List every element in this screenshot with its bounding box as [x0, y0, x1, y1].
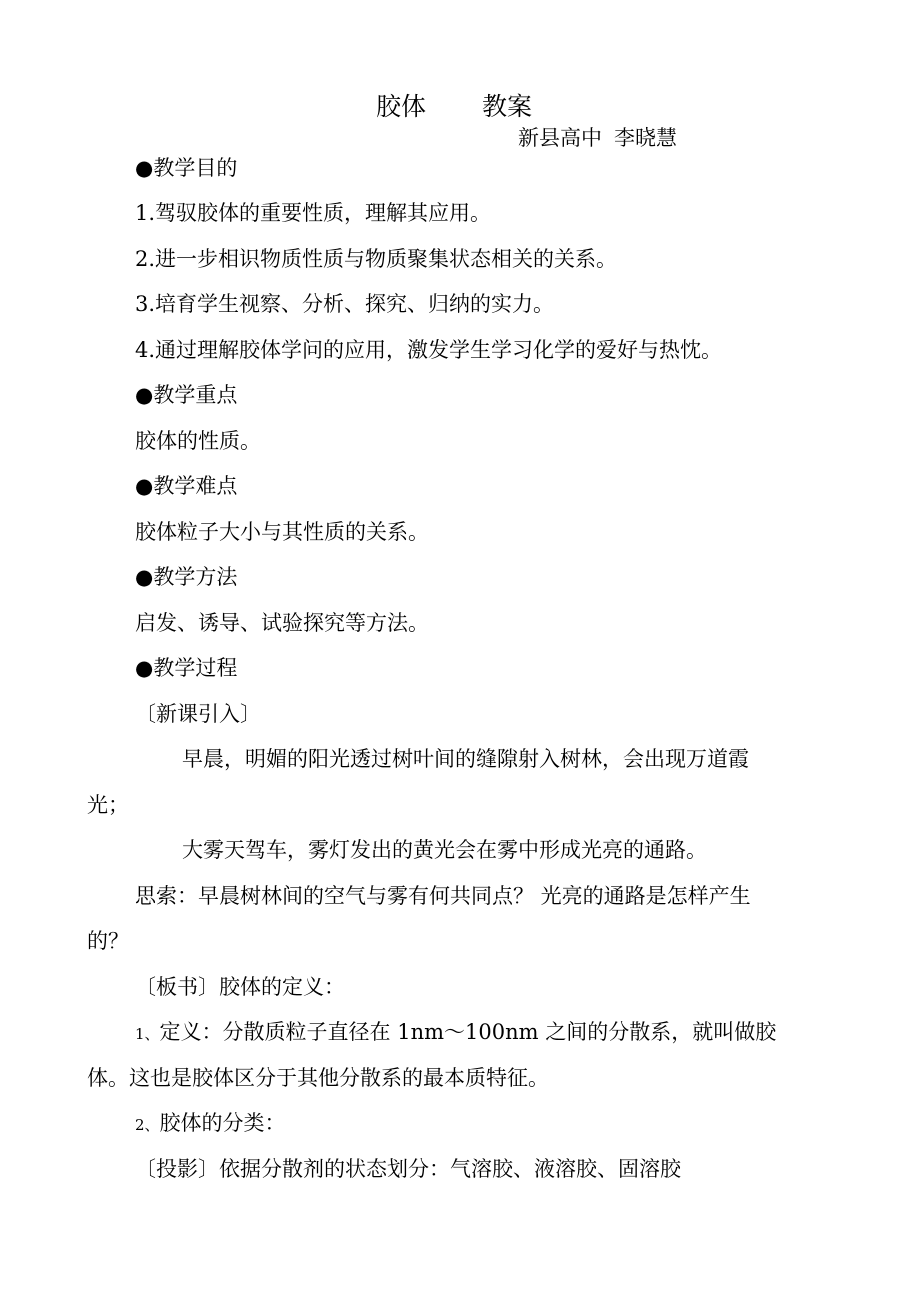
classification-number: 2、	[135, 1116, 160, 1134]
objective-item-4: 4.通过理解胶体学问的应用，激发学生学习化学的爱好与热忱。	[135, 338, 723, 362]
definition-line-1	[135, 1018, 776, 1048]
method-text: 启发、诱导、试验探究等方法。	[135, 611, 429, 635]
author-name: 李晓慧	[614, 126, 677, 150]
method-heading: ●教学方法	[135, 565, 238, 589]
intro-paragraph-1-line-1: 早晨，明媚的阳光透过树叶间的缝隙射入树林，会出现万道霞	[182, 747, 749, 771]
key-text: 胶体的性质。	[135, 429, 261, 453]
think-line-1: 思索：早晨树林间的空气与雾有何共同点？ 光亮的通路是怎样产生	[135, 884, 751, 908]
definition-line-2: 体。这也是胶体区分于其他分散系的最本质特征。	[87, 1066, 549, 1090]
classification-text: 胶体的分类：	[159, 1111, 286, 1135]
key-heading: ●教学重点	[135, 383, 238, 407]
difficulty-heading: ●教学难点	[135, 474, 238, 498]
intro-tag: 〔新课引入〕	[135, 702, 261, 726]
process-heading: ●教学过程	[135, 656, 238, 680]
objective-item-2: 2.进一步相识物质性质与物质聚集状态相关的关系。	[135, 247, 618, 271]
projection-text: 〔投影〕依据分散剂的状态划分：气溶胶、液溶胶、固溶胶	[135, 1157, 681, 1181]
definition-number: 1、	[135, 1025, 160, 1043]
document-title	[376, 90, 532, 124]
objective-item-3: 3.培育学生视察、分析、探究、归纳的实力。	[135, 292, 555, 316]
intro-paragraph-1-line-2: 光；	[87, 793, 129, 817]
think-line-2: 的？	[87, 929, 129, 953]
objectives-heading: ●教学目的	[135, 156, 238, 180]
author-school: 新县高中	[518, 126, 602, 150]
title-part-1: 胶体	[376, 92, 427, 121]
intro-paragraph-2: 大雾天驾车，雾灯发出的黄光会在雾中形成光亮的通路。	[182, 838, 707, 862]
title-part-2: 教案	[482, 92, 533, 121]
board-text: 〔板书〕胶体的定义：	[135, 975, 345, 999]
definition-text: 定义：分散质粒子直径在 1nm～100nm 之间的分散系，就叫做胶	[159, 1020, 777, 1044]
classification-line	[135, 1109, 286, 1139]
author-line	[518, 124, 677, 152]
difficulty-text: 胶体粒子大小与其性质的关系。	[135, 520, 429, 544]
objective-item-1: 1.驾驭胶体的重要性质，理解其应用。	[135, 201, 492, 225]
